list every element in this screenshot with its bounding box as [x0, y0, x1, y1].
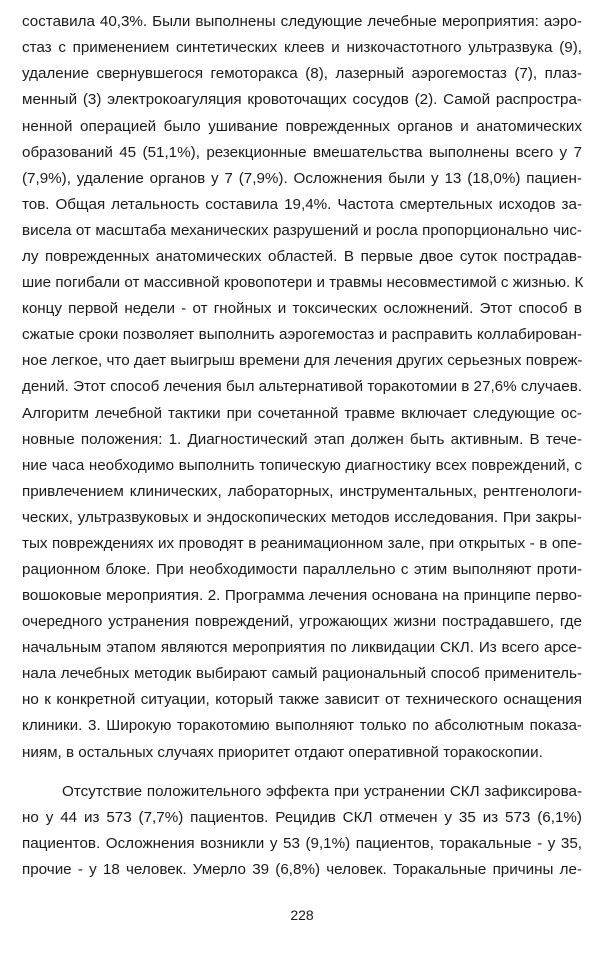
text-line: менный (3) электрокоагуляция кровоточащих сосудов (2). Самой распростра- [22, 91, 582, 108]
text-line: тов. Общая летальность составила 19,4%. Частота смертельных исходов за- [22, 196, 582, 213]
text-line: шие погибали от массивной кровопотери и травмы несовместимой с жизнью. К [22, 274, 584, 291]
text-line: клиники. 3. Широкую торакотомию выполняют только по абсолютным показа- [22, 717, 582, 734]
text-line: вошоковые мероприятия. 2. Программа лечения основана на принципе перво- [22, 587, 582, 604]
text-line: сжатые сроки позволяет выполнить аэрогемостаз и расправить коллабирован- [22, 326, 582, 343]
text-line: Алгоритм лечебной тактики при сочетанной травме включает следующие ос- [22, 405, 582, 422]
text-line: (7,9%), удаление органов у 7 (7,9%). Осложнения были у 13 (18,0%) пациен- [22, 170, 582, 187]
text-line: Отсутствие положительного эффекта при устранении СКЛ зафиксирова- [62, 783, 582, 800]
text-line: но у 44 из 573 (7,7%) пациентов. Рецидив СКЛ отмечен у 35 из 573 (6,1%) [22, 809, 582, 826]
text-line: стаз с применением синтетических клеев и низкочастотного ультразвука (9), [22, 39, 582, 56]
text-line: очередного устранения повреждений, угрожающих жизни пострадавшего, где [22, 613, 582, 630]
text-line: ниям, в остальных случаях приоритет отдают оперативной торакоскопии. [22, 744, 543, 761]
text-line: ческих, ультразвуковых и эндоскопических методов исследования. При закры- [22, 509, 582, 526]
text-line: концу первой недели - от гнойных и токсических осложнений. Этот способ в [22, 300, 582, 317]
text-line: прочие - у 18 человек. Умерло 39 (6,8%) человек. Торакальные причины ле- [22, 861, 582, 878]
text-line: лу поврежденных анатомических областей. В первые двое суток пострадав- [22, 248, 582, 265]
text-line: ненной операцией было ушивание поврежденных органов и анатомических [22, 118, 582, 135]
text-line: новные положения: 1. Диагностический этап должен быть активным. В тече- [22, 431, 582, 448]
text-line: образований 45 (51,1%), резекционные вмешательства выполнены всего у 7 [22, 144, 582, 161]
text-line: ние часа необходимо выполнить топическую диагностику всех повреждений, с [22, 457, 582, 474]
text-line: дений. Этот способ лечения был альтернативой торакотомии в 27,6% случаев. [22, 378, 582, 395]
text-line: пациентов. Осложнения возникли у 53 (9,1%) пациентов, торакальные - у 35, [22, 835, 582, 852]
text-line: тых повреждениях их проводят в реанимационном зале, при открытых - в опе- [22, 535, 582, 552]
text-line: составила 40,3%. Были выполнены следующие лечебные мероприятия: аэро- [22, 13, 582, 30]
page-number: 228 [290, 907, 314, 923]
text-line: удаление свернувшегося гемоторакса (8), лазерный аэрогемостаз (7), плаз- [22, 65, 582, 82]
text-line: висела от масштаба механических разрушений и росла пропорционально чис- [22, 222, 582, 239]
text-line: рационном блоке. При необходимости параллельно с этим выполняют проти- [22, 561, 582, 578]
text-line: начальным этапом являются мероприятия по ликвидации СКЛ. Из всего арсе- [22, 639, 582, 656]
text-line: ное легкое, что дает выигрыш времени для лечения других серьезных повреж- [22, 352, 583, 369]
text-line: но к конкретной ситуации, который также зависит от технического оснащения [22, 691, 582, 708]
text-line: нала лечебных методик выбирают самый рациональный способ применитель- [22, 665, 582, 682]
text-line: привлечением клинических, лабораторных, инструментальных, рентгенологи- [22, 483, 582, 500]
